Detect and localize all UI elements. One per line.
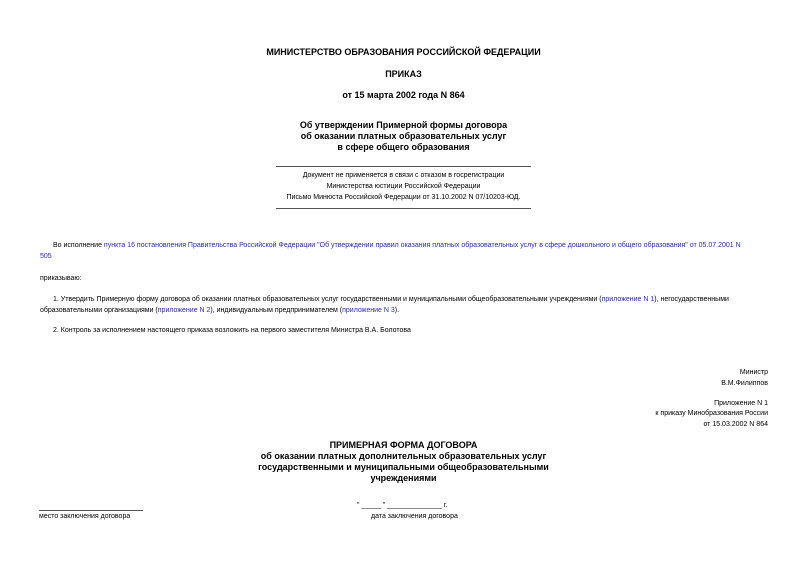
doc-date-number: от 15 марта 2002 года N 864 [342,90,465,100]
form-title-line2: об оказании платных дополнительных образовательных услуг [260,451,547,461]
appendix1-link[interactable]: приложение N 1 [601,296,655,303]
item1-text-b: ), негосударственными [654,296,729,303]
form-title-line1: ПРИМЕРНАЯ ФОРМА ДОГОВОРА [329,440,478,450]
government-decree-link-cont[interactable]: 505 [40,253,52,260]
form-title-line3: государственными и муниципальными общеобразовательными [258,462,549,472]
form-title-line4: учреждениями [370,473,437,483]
item1-line2 [40,307,399,314]
appendix2-link[interactable]: приложение N 2 [157,307,211,314]
notice-line2: Министерства юстиции Российской Федерации [326,183,481,190]
place-field-line[interactable] [39,510,143,511]
appendix-date: от 15.03.2002 N 864 [703,421,768,428]
signature-position: Министр [739,369,768,376]
item2-text: 2. Контроль за исполнением настоящего приказа возложить на первого заместителя Министра В.А. Болотова [53,327,411,334]
place-field-label: место заключения договора [39,513,131,520]
notice-line3: Письмо Минюста Российской Федерации от 31.10.2002 N 07/10203-ЮД. [286,194,521,201]
appendix3-link[interactable]: приложение N 3 [342,307,395,314]
item1-text-a: 1. Утвердить Примерную форму договора об оказании платных образовательных услуг государственными и муниципальными общеобразовательными учреждениями ( [53,296,602,303]
doc-title-line2: об оказании платных образовательных услуг [300,131,507,141]
item1-text-c: образовательными организациями ( [40,307,158,314]
appendix-ref: к приказу Минобразования России [655,410,768,417]
signature-name: В.М.Филиппов [721,380,768,387]
date-field-label: дата заключения договора [371,513,458,520]
notice-line1: Документ не применяется в связи с отказом в госрегистрации [302,172,505,179]
item1-text-d: ), индивидуальным предпринимателем ( [210,307,343,314]
item1-line1 [53,296,729,303]
doc-title-line1: Об утверждении Примерной формы договора [299,120,508,130]
notice-bottom-divider [276,208,531,209]
preamble-prefix: Во исполнение [53,242,102,249]
item1-text-e: ). [394,307,400,314]
date-field-blank[interactable]: " _____ " ______________ г. [357,502,448,509]
preamble-line1 [53,242,741,249]
notice-top-divider [276,166,531,167]
doc-type: ПРИКАЗ [385,69,422,79]
doc-title-line3: в сфере общего образования [337,142,470,152]
ministry-title: МИНИСТЕРСТВО ОБРАЗОВАНИЯ РОССИЙСКОЙ ФЕДЕРАЦИИ [266,47,541,57]
order-word: приказываю: [40,275,82,282]
government-decree-link[interactable]: пункта 16 постановления Правительства Российской Федерации "Об утверждении правил оказания платных образовательных услуг в сфере дошкольного и общего образования" от 05.07.2001 N [103,242,741,249]
appendix-label: Приложение N 1 [714,400,768,407]
